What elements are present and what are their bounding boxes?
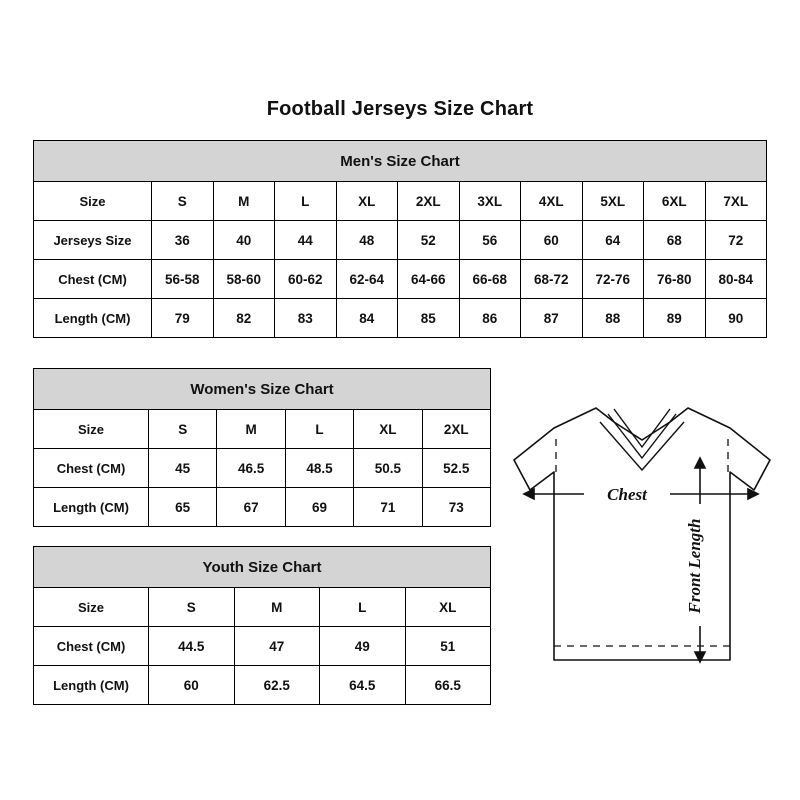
table-cell: 90 xyxy=(705,299,767,338)
chest-label: Chest xyxy=(607,485,647,504)
row-label: Chest (CM) xyxy=(34,260,152,299)
table-cell: 71 xyxy=(354,488,422,527)
table-cell: 6XL xyxy=(644,182,706,221)
table-cell: 82 xyxy=(213,299,275,338)
womens-section-heading: Women's Size Chart xyxy=(34,369,491,410)
table-cell: 52.5 xyxy=(422,449,490,488)
row-label: Length (CM) xyxy=(34,488,149,527)
table-cell: 40 xyxy=(213,221,275,260)
table-cell: 76-80 xyxy=(644,260,706,299)
table-cell: 89 xyxy=(644,299,706,338)
youth-size-chart-table xyxy=(33,546,491,705)
table-cell: 56 xyxy=(459,221,521,260)
table-cell: 49 xyxy=(320,627,406,666)
table-cell: 79 xyxy=(152,299,214,338)
table-cell: 80-84 xyxy=(705,260,767,299)
youth-section-heading: Youth Size Chart xyxy=(34,547,491,588)
table-cell: 7XL xyxy=(705,182,767,221)
table-cell: 87 xyxy=(521,299,583,338)
table-row xyxy=(34,449,491,488)
table-cell: 60 xyxy=(149,666,235,705)
table-row xyxy=(34,182,767,221)
table-cell: 67 xyxy=(217,488,285,527)
table-section-header-row xyxy=(34,369,491,410)
table-cell: 66-68 xyxy=(459,260,521,299)
table-cell: M xyxy=(213,182,275,221)
table-cell: 60-62 xyxy=(275,260,337,299)
table-cell: 47 xyxy=(234,627,320,666)
chest-arrow-right-icon xyxy=(748,489,758,499)
table-cell: L xyxy=(320,588,406,627)
table-cell: 56-58 xyxy=(152,260,214,299)
table-row xyxy=(34,410,491,449)
table-cell: 36 xyxy=(152,221,214,260)
table-cell: 3XL xyxy=(459,182,521,221)
table-row xyxy=(34,666,491,705)
table-cell: 88 xyxy=(582,299,644,338)
jersey-outline xyxy=(514,408,770,660)
table-cell: 73 xyxy=(422,488,490,527)
table-cell: L xyxy=(285,410,353,449)
table-row xyxy=(34,221,767,260)
row-label: Chest (CM) xyxy=(34,627,149,666)
table-cell: 64-66 xyxy=(398,260,460,299)
table-cell: 68-72 xyxy=(521,260,583,299)
table-cell: S xyxy=(149,588,235,627)
table-cell: M xyxy=(217,410,285,449)
table-cell: XL xyxy=(336,182,398,221)
table-cell: 65 xyxy=(149,488,217,527)
front-length-label: Front Length xyxy=(685,518,704,614)
table-row xyxy=(34,260,767,299)
table-cell: 2XL xyxy=(398,182,460,221)
table-cell: 44 xyxy=(275,221,337,260)
row-label: Size xyxy=(34,182,152,221)
table-cell: M xyxy=(234,588,320,627)
table-cell: 48.5 xyxy=(285,449,353,488)
womens-size-chart-table xyxy=(33,368,491,527)
table-cell: S xyxy=(149,410,217,449)
table-section-header-row xyxy=(34,547,491,588)
table-cell: 51 xyxy=(405,627,491,666)
table-cell: 48 xyxy=(336,221,398,260)
table-row xyxy=(34,488,491,527)
table-row xyxy=(34,588,491,627)
table-cell: 72-76 xyxy=(582,260,644,299)
row-label: Jerseys Size xyxy=(34,221,152,260)
table-cell: 46.5 xyxy=(217,449,285,488)
table-cell: 83 xyxy=(275,299,337,338)
table-cell: 72 xyxy=(705,221,767,260)
collar-vneck-icon xyxy=(608,414,676,458)
length-arrow-top-icon xyxy=(695,458,705,468)
table-cell: 50.5 xyxy=(354,449,422,488)
page-title: Football Jerseys Size Chart xyxy=(266,98,534,120)
row-label: Length (CM) xyxy=(34,299,152,338)
table-cell: 66.5 xyxy=(405,666,491,705)
table-cell: 60 xyxy=(521,221,583,260)
table-cell: 64.5 xyxy=(320,666,406,705)
table-cell: 2XL xyxy=(422,410,490,449)
table-cell: 45 xyxy=(149,449,217,488)
row-label: Length (CM) xyxy=(34,666,149,705)
table-cell: 85 xyxy=(398,299,460,338)
row-label: Chest (CM) xyxy=(34,449,149,488)
mens-size-chart-table xyxy=(33,140,767,338)
table-cell: 62-64 xyxy=(336,260,398,299)
table-cell: 84 xyxy=(336,299,398,338)
table-cell: 69 xyxy=(285,488,353,527)
table-cell: 5XL xyxy=(582,182,644,221)
row-label: Size xyxy=(34,588,149,627)
table-cell: L xyxy=(275,182,337,221)
table-cell: 52 xyxy=(398,221,460,260)
table-section-header-row xyxy=(34,141,767,182)
table-cell: 58-60 xyxy=(213,260,275,299)
table-cell: S xyxy=(152,182,214,221)
table-row xyxy=(34,299,767,338)
table-cell: 4XL xyxy=(521,182,583,221)
jersey-measurement-diagram xyxy=(500,398,784,698)
table-cell: 86 xyxy=(459,299,521,338)
mens-section-heading: Men's Size Chart xyxy=(34,141,767,182)
table-cell: XL xyxy=(405,588,491,627)
table-cell: 64 xyxy=(582,221,644,260)
table-cell: 68 xyxy=(644,221,706,260)
table-row xyxy=(34,627,491,666)
table-cell: XL xyxy=(354,410,422,449)
chest-arrow-left-icon xyxy=(524,489,534,499)
row-label: Size xyxy=(34,410,149,449)
table-cell: 62.5 xyxy=(234,666,320,705)
table-cell: 44.5 xyxy=(149,627,235,666)
